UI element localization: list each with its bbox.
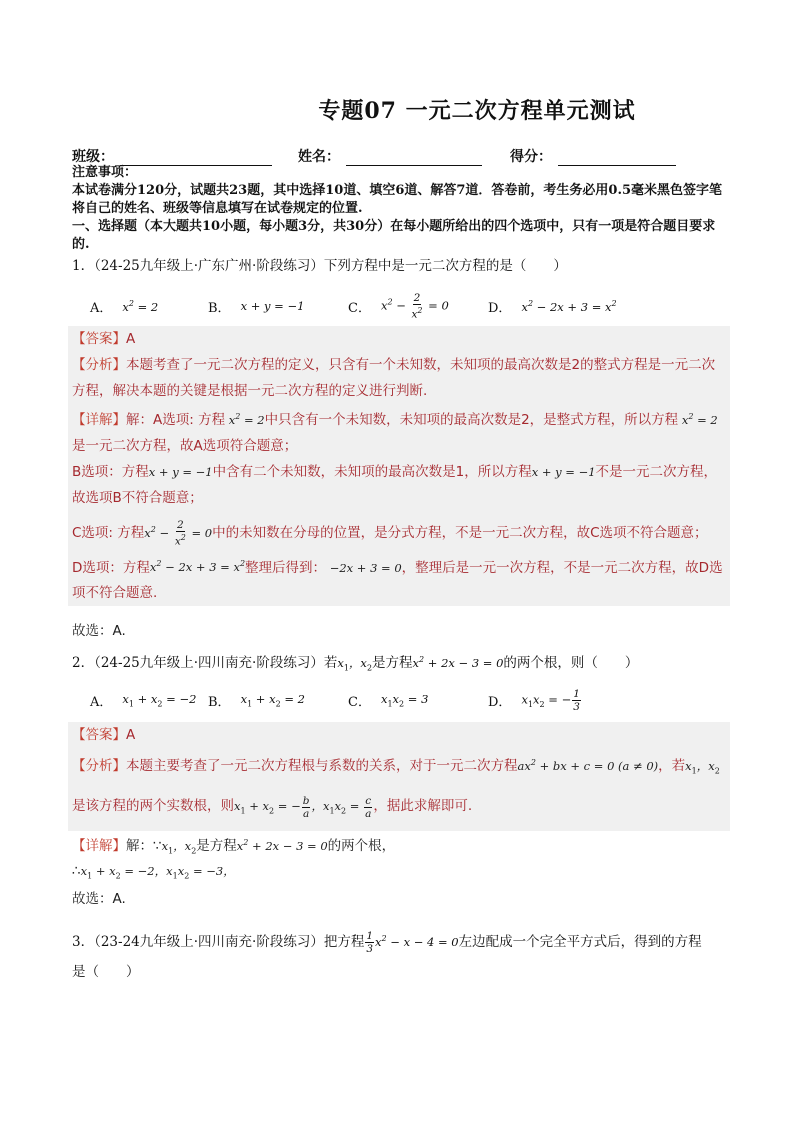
question-1-solution — [68, 326, 730, 606]
question-2-options — [90, 688, 730, 713]
notice-heading: 注意事项： — [72, 165, 138, 180]
student-info-row — [72, 146, 676, 166]
question-2-detail: 【详解】解：$\because x_1$，$x_2$是方程$x^2 + 2x - 3 = 0$的两个根， — [72, 837, 396, 856]
question-2-result: $\therefore x_1 + x_2 = -2$，$x_1x_2 = -3$， — [72, 863, 235, 881]
question-2-solution — [68, 722, 730, 831]
name-label: 姓名： — [298, 149, 340, 165]
detail-c: C选项: 方程$x^2$ − $\frac{2}{x^2}$ = 0中的未知数在分母的位置，是分式方程，不是一元二次方程，故C选项不符合题意； — [72, 519, 708, 548]
score-label: 得分： — [510, 149, 552, 165]
option-d[interactable]: D． $x^2 - 2x + 3 = x^2$ — [488, 298, 617, 316]
answer-line: 【答案】A — [72, 727, 136, 743]
detail-b-end: 故选项B不符合题意； — [72, 489, 203, 506]
section-heading: 一、选择题（本大题共10小题，每小题3分，共30分）在每小题所给出的四个选项中，只有一项是符合题目要求的. — [72, 219, 716, 252]
analysis-text: 【分析】本题主要考查了一元二次方程根与系数的关系，对于一元二次方程$ax^2$ + bx + c = 0 (a ≠ 0)，若$x_1$，$x_2$ — [72, 757, 720, 776]
option-d[interactable]: D． $x_1x_2$ = − $\frac{1}{3}$ — [488, 688, 580, 713]
question-1-stem: 1．（24-25九年级上·广东广州·阶段练习）下列方程中是一元二次方程的是（ ） — [72, 258, 567, 274]
option-c[interactable]: C． $x^2$ − $\frac{2}{x^2}$ = 0 — [348, 292, 449, 321]
answer-line: 【答案】A — [72, 331, 136, 347]
question-3-stem: 3．（23-24九年级上·四川南充·阶段练习）把方程 $\frac{1}{3}$ $x^2 - x - 4 = 0$左边配成一个完全平方式后，得到的方程 — [72, 930, 702, 956]
detail-d: D选项：方程$x^2 - 2x + 3 = x^2$整理后得到： −2x + 3 = 0，整理后是一元一次方程，不是一元二次方程，故D选 — [72, 559, 723, 576]
analysis-text-2: 是该方程的两个实数根，则$x_1 + x_2$ = − $\frac{b}{a}$ ，$x_1x_2$ = $\frac{c}{a}$ ，据此求解即可. — [72, 794, 473, 820]
question-2-conclusion: 故选：A. — [72, 891, 126, 907]
question-1-conclusion: 故选：A. — [72, 623, 126, 639]
detail-a-end: 是一元二次方程，故A选项符合题意； — [72, 437, 298, 454]
option-a[interactable]: A． $x_1 + x_2 = -2$ — [90, 692, 197, 710]
page-title: 专题07 一元二次方程单元测试 — [318, 98, 636, 124]
notice-body: 本试卷满分120分，试题共23题，其中选择10道、填空6道、解答7道．答卷前，考生务必用0.5毫米黑色签字笔将自己的姓名、班级等信息填写在试卷规定的位置. — [72, 183, 723, 216]
question-1-options — [90, 292, 730, 321]
analysis-text: 【分析】本题考查了一元二次方程的定义，只含有一个未知数，未知项的最高次数是2的整式方程是一元二次方程，解决本题的关键是根据一元二次方程的定义进行判断. — [72, 357, 716, 399]
option-a[interactable]: A． $x^2 = 2$ — [90, 298, 159, 316]
detail-a: 【详解】解：A选项: 方程 $x^2 = 2$中只含有一个未知数，未知项的最高次数是2，是整式方程，所以方程 $x^2 = 2$ — [72, 411, 718, 428]
question-3-stem-end: 是（ ） — [72, 964, 140, 980]
option-c[interactable]: C． $x_1x_2 = 3$ — [348, 692, 429, 710]
question-2-stem: 2．（24-25九年级上·四川南充·阶段练习）若$x_1$，$x_2$是方程$x^2 + 2x - 3 = 0$的两个根，则（ ） — [72, 654, 639, 673]
class-label: 班级： — [72, 149, 114, 165]
option-b[interactable]: B． x + y = −1 — [208, 299, 305, 316]
detail-d-end: 项不符合题意. — [72, 585, 158, 602]
option-b[interactable]: B． $x_1 + x_2 = 2$ — [208, 692, 305, 710]
detail-b: B选项：方程x + y = −1中含有二个未知数，未知项的最高次数是1，所以方程x + y = −1不是一元二次方程， — [72, 463, 718, 480]
